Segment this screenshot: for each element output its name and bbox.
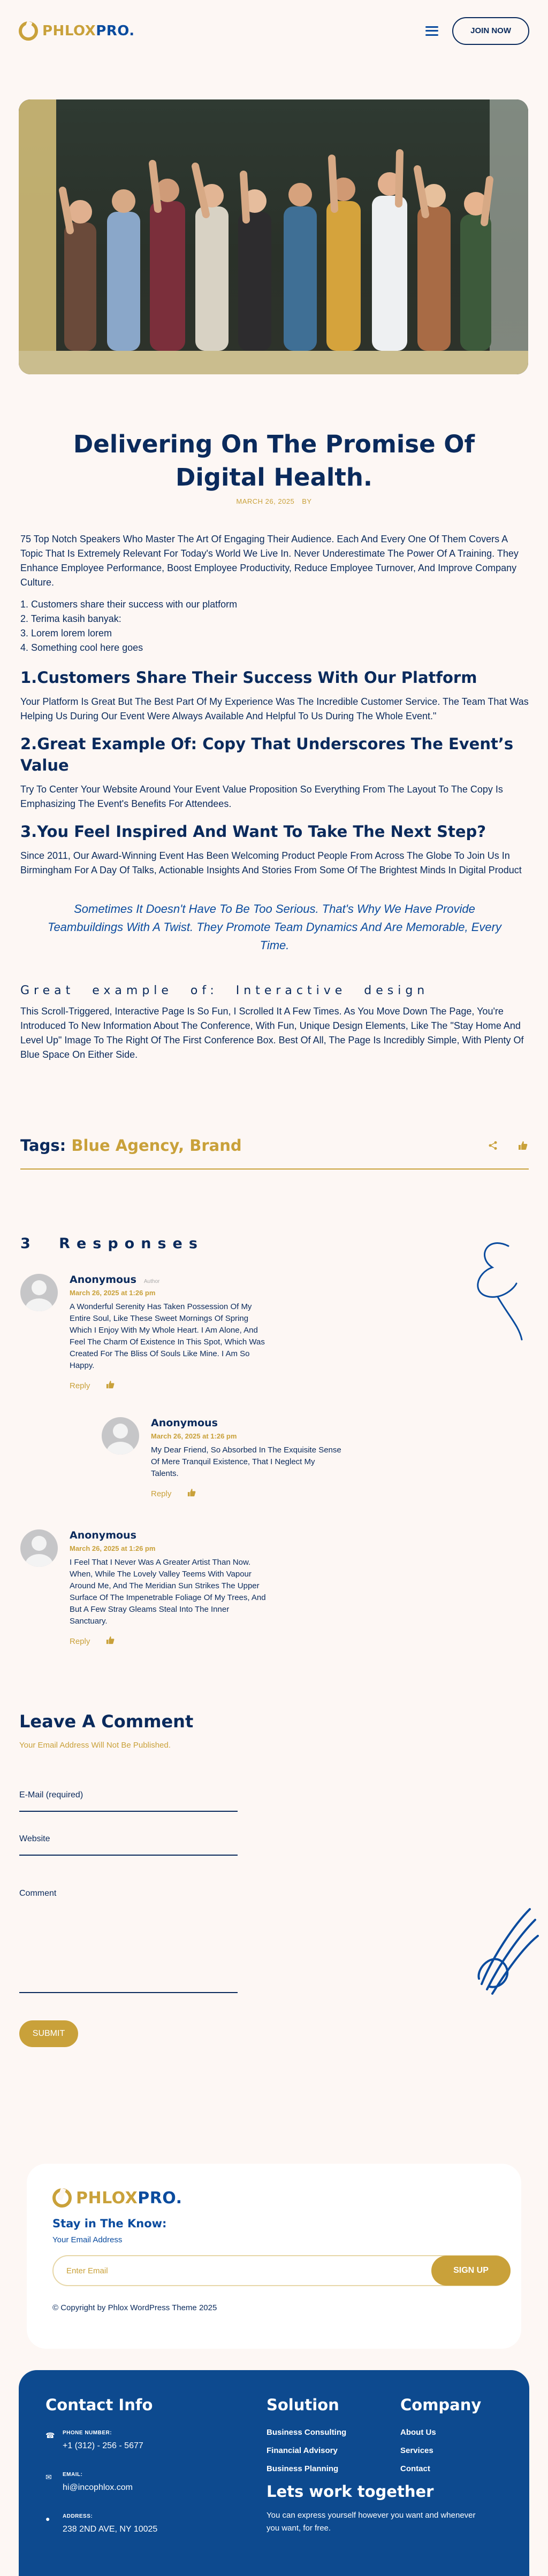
comment-author: Anonymous Author xyxy=(70,1274,160,1286)
article-list xyxy=(20,597,529,655)
contact-email xyxy=(45,2472,133,2493)
comment-field[interactable] xyxy=(19,1889,238,1993)
list-item: 1. Customers share their success with our platform xyxy=(20,599,238,610)
footer-link[interactable]: About Us xyxy=(400,2428,436,2437)
logo-icon xyxy=(52,2188,72,2208)
contact-address xyxy=(45,2513,157,2534)
comment-date[interactable]: March 26, 2025 at 1:26 pm xyxy=(70,1289,156,1297)
phone-icon: ☎ xyxy=(45,2431,55,2440)
footer-link[interactable]: Business Consulting xyxy=(267,2428,347,2437)
thumbs-up-icon[interactable] xyxy=(187,1488,196,1499)
comment xyxy=(20,1274,268,1391)
comment-date[interactable]: March 26, 2025 at 1:26 pm xyxy=(70,1544,156,1552)
logo-icon xyxy=(19,21,38,41)
logo-text: PHLOXPRO. xyxy=(76,2188,182,2208)
site-header xyxy=(0,0,548,61)
contact-phone xyxy=(45,2430,143,2451)
logo-text: PHLOXPRO. xyxy=(42,22,135,39)
comment-author: Anonymous xyxy=(151,1417,218,1429)
tags-label: Tags: xyxy=(20,1136,66,1155)
post-actions xyxy=(487,1136,529,1151)
interactive-heading: Great example of: Interactive design xyxy=(20,984,429,997)
article-author[interactable]: BY xyxy=(302,497,312,505)
email-value[interactable]: hi@incophlox.com xyxy=(63,2483,133,2492)
thumbs-up-icon[interactable] xyxy=(106,1380,115,1391)
comment-text: I Feel That I Never Was A Greater Artist Than Now. When, While The Lovely Valley Teems With Vapour Around Me, And The Meridian Sun Strikes The Upper Surface Of The Impenetrable Foliage Of My Trees, And But A Few Stray Gleams Steal Into The Inner Sanctuary. xyxy=(70,1558,266,1626)
decorative-squiggle xyxy=(471,1893,541,1995)
list-item: 4. Something cool here goes xyxy=(20,642,143,653)
intro-paragraph: 75 Top Notch Speakers Who Master The Art Of Engaging Their Audience. Each And Every One Of Them Covers A Topic That Is Extremely Relevant For Today's World We Live In. Never Underestimate The Power Of A Training. They Enhance Employee Performance, Boost Employee Productivity, Reduce Employee Turnover, And Improve Company Culture. xyxy=(20,534,519,588)
address-value: 238 2ND AVE, NY 10025 xyxy=(63,2525,158,2534)
list-item: 3. Lorem lorem lorem xyxy=(20,628,112,639)
sign-up-button[interactable]: SIGN UP xyxy=(431,2256,511,2286)
tags-values[interactable]: Blue Agency, Brand xyxy=(71,1136,242,1155)
hero-image xyxy=(19,99,528,374)
copyright: © Copyright by Phlox WordPress Theme 2025 xyxy=(52,2303,217,2312)
phone-value[interactable]: +1 (312) - 256 - 5677 xyxy=(63,2441,143,2450)
leave-comment-title: Leave A Comment xyxy=(19,1711,194,1732)
thumbs-up-icon[interactable] xyxy=(106,1636,115,1647)
comment-label: Comment xyxy=(19,1889,57,1898)
join-now-button[interactable]: JOIN NOW xyxy=(452,17,529,45)
comment-text: My Dear Friend, So Absorbed In The Exquisite Sense Of Mere Tranquil Existence, That I Neglect My Talents. xyxy=(151,1445,341,1478)
leave-comment-note: Your Email Address Will Not Be Published. xyxy=(19,1741,171,1750)
lets-work-title: Lets work together xyxy=(267,2482,434,2501)
contact-title: Contact Info xyxy=(45,2396,153,2414)
article-meta xyxy=(0,497,548,505)
section-paragraph: Since 2011, Our Award-Winning Event Has Been Welcoming Product People From Across The Globe To Join Us In Birmingham For A Day Of Talks, Actionable Insights And Stories From Some Of The Brightest Minds In Digital Product xyxy=(20,850,522,875)
section-heading: 1.Customers Share Their Success With Our Platform xyxy=(20,668,477,687)
email-label: EMAIL: xyxy=(63,2472,83,2478)
article-date[interactable]: MARCH 26, 2025 xyxy=(236,497,295,505)
tags xyxy=(20,1136,242,1155)
article-title: Delivering On The Promise Of Digital Health. xyxy=(73,430,475,491)
phone-label: PHONE NUMBER: xyxy=(63,2430,112,2436)
email-icon: ✉ xyxy=(45,2473,52,2481)
pull-quote: Sometimes It Doesn't Have To Be Too Serious. That's Why We Have Provide Teambuildings With A Twist. They Promote Team Dynamics And Are Memorable, Every Time. xyxy=(48,902,501,952)
share-icon[interactable] xyxy=(487,1140,499,1151)
decorative-squiggle xyxy=(471,1235,524,1342)
comment-actions xyxy=(70,1380,268,1391)
website-label: Website xyxy=(19,1834,50,1843)
submit-button[interactable]: SUBMIT xyxy=(19,2020,78,2047)
solution-title: Solution xyxy=(267,2396,339,2414)
location-icon: ● xyxy=(45,2515,50,2523)
email-input[interactable]: Enter Email xyxy=(66,2266,108,2275)
section-heading: 2.Great Example Of: Copy That Underscores The Event’s Value xyxy=(20,735,514,774)
avatar xyxy=(102,1417,139,1455)
comment-body xyxy=(151,1417,344,1499)
email-field[interactable] xyxy=(19,1790,238,1812)
reply-link[interactable]: Reply xyxy=(151,1489,172,1498)
footer-link[interactable]: Business Planning xyxy=(267,2464,339,2473)
lets-work-text: You can express yourself however you want and whenever you want, for free. xyxy=(267,2511,476,2533)
section-heading: 3.You Feel Inspired And Want To Take The Next Step? xyxy=(20,822,486,841)
newsletter-card xyxy=(27,2164,521,2349)
footer-link[interactable]: Financial Advisory xyxy=(267,2446,338,2455)
comment-author-role: Author xyxy=(143,1279,160,1285)
website-field[interactable] xyxy=(19,1834,238,1856)
responses-title: 3 Responses xyxy=(20,1235,204,1252)
header-actions xyxy=(425,17,529,45)
company-links xyxy=(400,2424,436,2478)
section-paragraph: Your Platform Is Great But The Best Part Of My Experience Was The Incredible Customer Service. The Team That Was Helping Us During Our Event Were Always Available And Helpful To Us During The Whole Event." xyxy=(20,696,529,721)
comment-actions xyxy=(151,1488,344,1499)
section-paragraph: This Scroll-Triggered, Interactive Page Is So Fun, I Scrolled It A Few Times. As You Move Down The Page, You're Introduced To New Information About The Conference, With Fun, Unique Design Elements, Like The "Stay Home And Level Up" Image To The Right Of The First Conference Box. Best Of All, The Page Is Incredibly Simple, With Plenty Of Blue Space On Either Side. xyxy=(20,1006,524,1060)
comment-date[interactable]: March 26, 2025 at 1:26 pm xyxy=(151,1432,237,1440)
list-item: 2. Terima kasih banyak: xyxy=(20,613,121,624)
comment xyxy=(20,1529,268,1647)
newsletter-subheading: Your Email Address xyxy=(52,2235,123,2244)
thumbs-up-icon[interactable] xyxy=(517,1140,529,1151)
address-label: ADDRESS: xyxy=(63,2513,93,2519)
tags-row xyxy=(20,1136,529,1170)
lets-work-together xyxy=(267,2482,481,2535)
solution-links xyxy=(267,2424,346,2478)
email-label: E-Mail (required) xyxy=(19,1790,83,1800)
site-footer xyxy=(19,2370,529,2576)
comment-text: A Wonderful Serenity Has Taken Possession Of My Entire Soul, Like These Sweet Mornings Of Spring Which I Enjoy With My Whole Heart. I Am Alone, And Feel The Charm Of Existence In This Spot, Which Was Created For The Bliss Of Souls Like Mine. I Am So Happy. xyxy=(70,1302,265,1370)
comment-actions xyxy=(70,1636,268,1647)
newsletter-form xyxy=(52,2255,511,2286)
comment-body xyxy=(70,1529,268,1647)
avatar xyxy=(20,1529,58,1567)
newsletter-logo[interactable] xyxy=(52,2188,496,2208)
menu-icon[interactable] xyxy=(425,26,438,36)
article-content xyxy=(20,532,529,1070)
footer-link[interactable]: Contact xyxy=(400,2464,430,2473)
comment-author: Anonymous xyxy=(70,1529,136,1541)
logo[interactable] xyxy=(19,21,135,41)
reply-link[interactable]: Reply xyxy=(70,1381,90,1390)
newsletter-heading: Stay in The Know: xyxy=(52,2217,167,2230)
comment-reply xyxy=(102,1417,344,1499)
reply-link[interactable]: Reply xyxy=(70,1636,90,1646)
comment-body xyxy=(70,1274,268,1391)
footer-link[interactable]: Services xyxy=(400,2446,433,2455)
company-title: Company xyxy=(400,2396,482,2414)
section-paragraph: Try To Center Your Website Around Your Event Value Proposition So Everything From The Layout To The Copy Is Emphasizing The Event's Benefits For Attendees. xyxy=(20,784,503,809)
avatar xyxy=(20,1274,58,1311)
